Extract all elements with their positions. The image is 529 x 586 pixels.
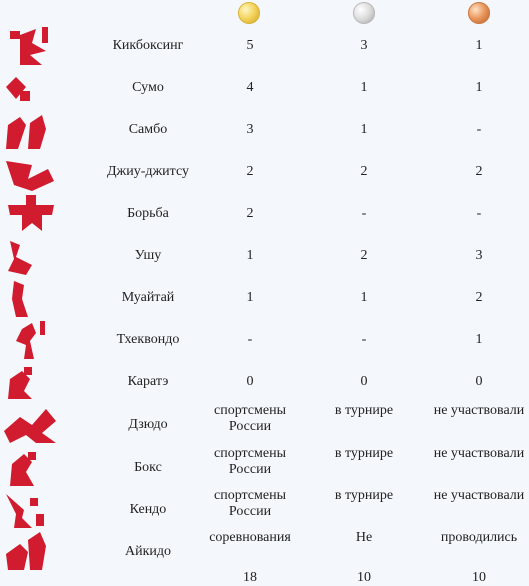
gold-count: спортсмены России: [214, 488, 286, 519]
wushu-icon: [2, 235, 62, 277]
kickboxing-icon: [2, 25, 62, 67]
aikido-icon: [2, 530, 62, 572]
bronze-count: 0: [475, 374, 483, 389]
table-row: [0, 530, 529, 572]
silver-count: 2: [360, 248, 368, 263]
gold-count: 2: [246, 206, 254, 221]
sport-name: Дзюдо: [128, 417, 168, 432]
sport-name: Сумо: [132, 80, 164, 95]
silver-count: Не: [355, 530, 373, 545]
sport-name: Самбо: [128, 122, 168, 137]
bronze-count: -: [476, 206, 482, 221]
sumo-icon: [2, 67, 62, 109]
bronze-medal-icon: [468, 2, 490, 24]
total-bronze: 10: [472, 570, 486, 585]
bronze-count: проводились: [440, 530, 518, 545]
table-row: [0, 488, 529, 530]
table-row: [0, 403, 529, 445]
table-row: [0, 235, 529, 277]
silver-count: 2: [360, 164, 368, 179]
total-silver: 10: [357, 570, 371, 585]
bronze-count: 3: [475, 248, 483, 263]
silver-count: 1: [360, 122, 368, 137]
table-row: [0, 319, 529, 361]
gold-medal-icon: [238, 2, 260, 24]
gold-count: 5: [246, 38, 254, 53]
table-row: [0, 277, 529, 319]
taekwondo-icon: [2, 319, 62, 361]
karate-icon: [2, 361, 62, 403]
bronze-count: 1: [475, 332, 483, 347]
table-row: [0, 109, 529, 151]
gold-count: 2: [246, 164, 254, 179]
silver-count: в турнире: [334, 488, 394, 503]
table-row: [0, 193, 529, 235]
table-row: [0, 25, 529, 67]
bronze-count: 2: [475, 290, 483, 305]
table-row: [0, 151, 529, 193]
jiu-jitsu-icon: [2, 151, 62, 193]
silver-count: 0: [360, 374, 368, 389]
silver-count: -: [361, 332, 367, 347]
silver-count: 1: [360, 290, 368, 305]
gold-count: 1: [246, 248, 254, 263]
silver-count: 1: [360, 80, 368, 95]
bronze-count: 1: [475, 38, 483, 53]
silver-medal-icon: [353, 2, 375, 24]
silver-count: в турнире: [334, 446, 394, 461]
gold-count: спортсмены России: [214, 446, 286, 477]
sport-name: Муайтай: [121, 290, 175, 305]
gold-count: 4: [246, 80, 254, 95]
sport-name: Айкидо: [124, 544, 172, 559]
sport-name: Борьба: [127, 206, 169, 221]
sport-name: Тхеквондо: [116, 332, 180, 347]
gold-count: спортсмены России: [214, 403, 286, 434]
gold-count: 3: [246, 122, 254, 137]
judo-icon: [2, 403, 62, 445]
sport-name: Кендо: [129, 502, 167, 517]
bronze-count: -: [476, 122, 482, 137]
sambo-icon: [2, 109, 62, 151]
silver-count: -: [361, 206, 367, 221]
bronze-count: не участвовали: [433, 403, 525, 418]
sport-name: Каратэ: [127, 374, 169, 389]
gold-count: -: [247, 332, 253, 347]
bronze-count: 2: [475, 164, 483, 179]
gold-count: 0: [246, 374, 254, 389]
wrestling-icon: [2, 193, 62, 235]
total-gold: 18: [243, 570, 257, 585]
table-row: [0, 67, 529, 109]
gold-count: соревнования: [209, 530, 291, 545]
sport-name: Кикбоксинг: [112, 38, 184, 53]
gold-count: 1: [246, 290, 254, 305]
muay-thai-icon: [2, 277, 62, 319]
table-row: [0, 361, 529, 403]
bronze-count: не участвовали: [433, 488, 525, 503]
boxing-icon: [2, 446, 62, 488]
sport-name: Бокс: [134, 460, 162, 475]
sport-name: Джиу-джитсу: [107, 164, 189, 179]
kendo-icon: [2, 488, 62, 530]
table-row: [0, 446, 529, 488]
silver-count: 3: [360, 38, 368, 53]
bronze-count: не участвовали: [433, 446, 525, 461]
sport-name: Ушу: [134, 248, 162, 263]
silver-count: в турнире: [334, 403, 394, 418]
bronze-count: 1: [475, 80, 483, 95]
